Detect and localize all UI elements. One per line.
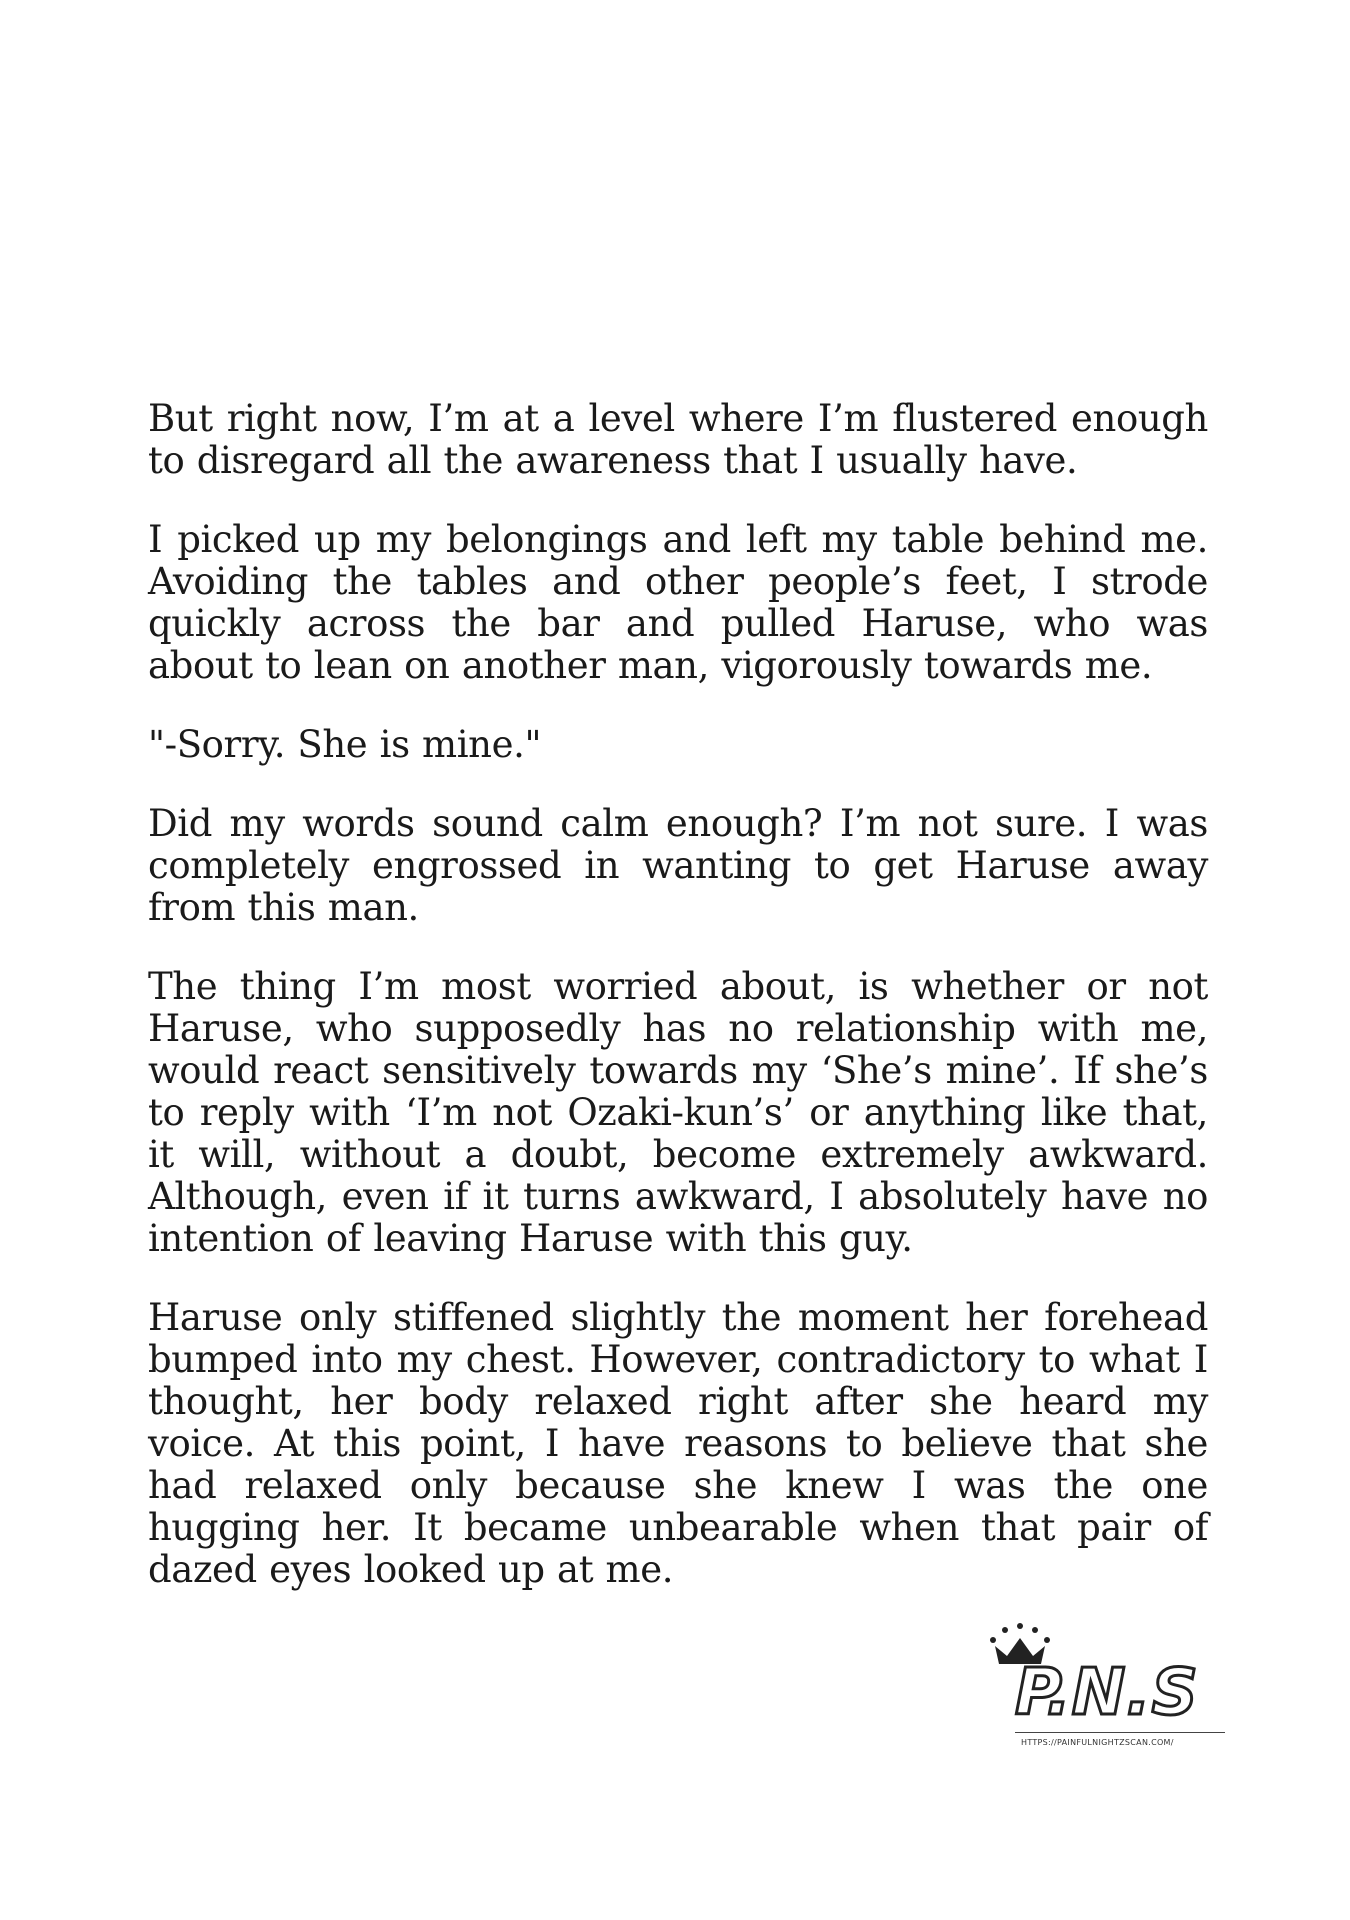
- paragraph-6: Haruse only stiffened slightly the moment her forehead bumped into my chest. However, contradictory to what I thought, her body relaxed right after she heard my voice. At this point, I have reasons to believe that she had relaxed only because she knew I was the one hugging her. It became unbearable when that pair of dazed eyes looked up at me.: [148, 1296, 1208, 1591]
- logo-url: HTTPS://PAINFULNIGHTZSCAN.COM/: [1021, 1738, 1174, 1747]
- paragraph-3-dialogue: "-Sorry. She is mine.": [148, 723, 542, 766]
- logo-text: P.N.S: [1015, 1656, 1199, 1730]
- paragraph-2: I picked up my belongings and left my table behind me. Avoiding the tables and other people’s feet, I strode quickly across the bar and pulled Haruse, who was about to lean on another man, vigorously towards me.: [148, 518, 1208, 687]
- scanlation-watermark: [985, 1620, 1250, 1770]
- logo-divider: [1015, 1732, 1225, 1733]
- paragraph-4: Did my words sound calm enough? I’m not sure. I was completely engrossed in wanting to get Haruse away from this man.: [148, 802, 1208, 929]
- story-text: [148, 398, 1208, 1591]
- paragraph-1: But right now, I’m at a level where I’m flustered enough to disregard all the awareness that I usually have.: [148, 397, 1208, 482]
- paragraph-5: The thing I’m most worried about, is whether or not Haruse, who supposedly has no relationship with me, would react sensitively towards my ‘She’s mine’. If she’s to reply with ‘I’m not Ozaki-kun’s’ or anything like that, it will, without a doubt, become extremely awkward. Although, even if it turns awkward, I absolutely have no intention of leaving Haruse with this guy.: [148, 965, 1208, 1260]
